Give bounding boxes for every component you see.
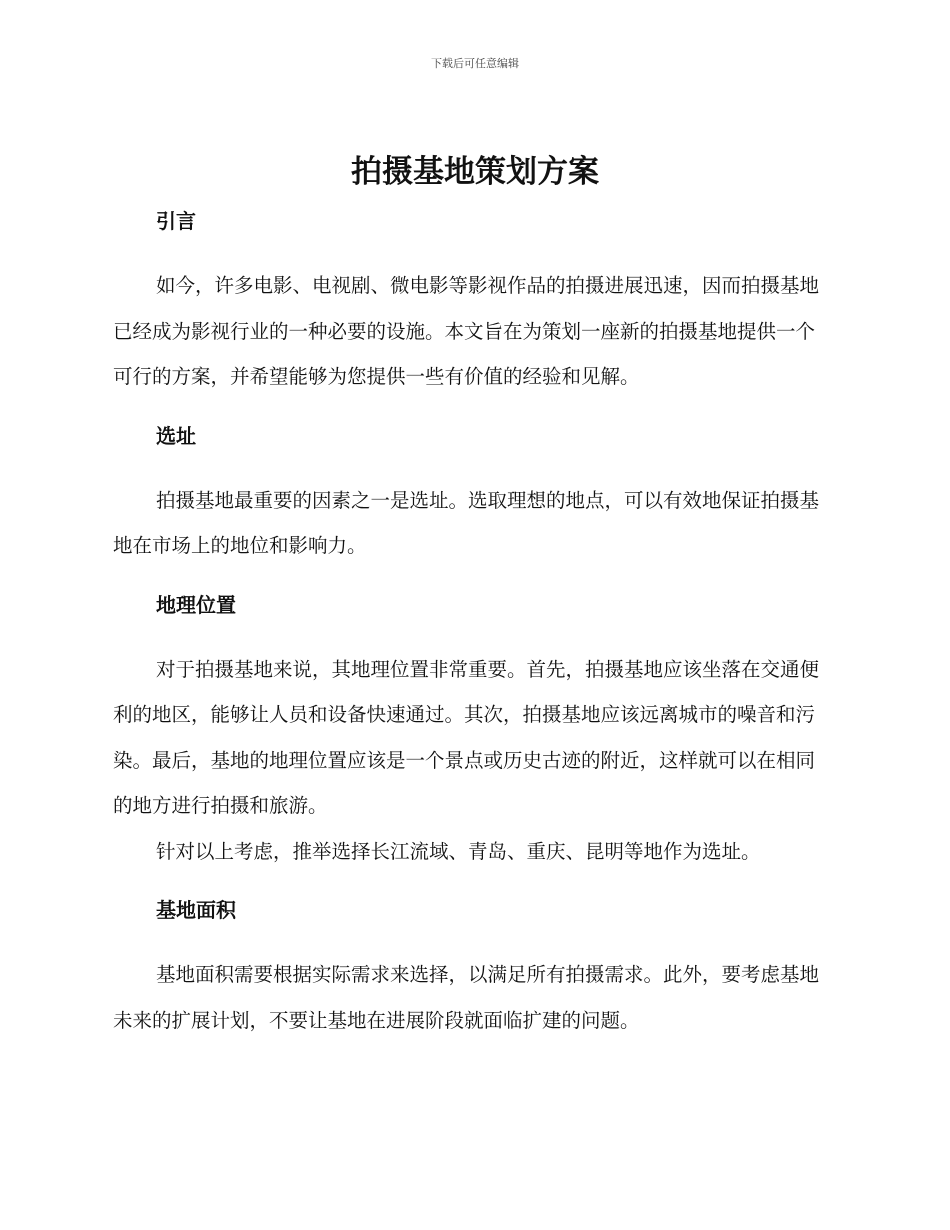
section-introduction: [113, 205, 833, 400]
paragraph: 拍摄基地最重要的因素之一是选址。选取理想的地点，可以有效地保证拍摄基地在市场上的地位和影响力。: [113, 488, 820, 557]
section-heading: 引言: [156, 209, 196, 233]
section-site-selection: [113, 420, 833, 569]
paragraph: 基地面积需要根据实际需求来选择，以满足所有拍摄需求。此外，要考虑基地未来的扩展计划，不要让基地在进展阶段就面临扩建的问题。: [113, 963, 820, 1032]
document-title: 拍摄基地策划方案: [351, 154, 599, 190]
section-geographic-location: [113, 589, 833, 875]
paragraph: 针对以上考虑，推举选择长江流域、青岛、重庆、昆明等地作为选址。: [156, 839, 761, 863]
section-heading: 选址: [156, 423, 196, 448]
section-base-area: [113, 894, 833, 1043]
section-heading: 基地面积: [156, 898, 236, 922]
document-body: [113, 205, 833, 1043]
header-note: 下载后可任意编辑: [431, 57, 519, 70]
paragraph: 对于拍摄基地来说，其地理位置非常重要。首先，拍摄基地应该坐落在交通便利的地区，能够让人员和设备快速通过。其次，拍摄基地应该远离城市的噪音和污染。最后，基地的地理位置应该是一个景点或历史古迹的附近，这样就可以在相同的地方进行拍摄和旅游。: [113, 657, 820, 817]
paragraph: 如今，许多电影、电视剧、微电影等影视作品的拍摄进展迅速，因而拍摄基地已经成为影视行业的一种必要的设施。本文旨在为策划一座新的拍摄基地提供一个可行的方案，并希望能够为您提供一些有价值的经验和见解。: [113, 274, 820, 388]
section-heading: 地理位置: [156, 592, 236, 617]
